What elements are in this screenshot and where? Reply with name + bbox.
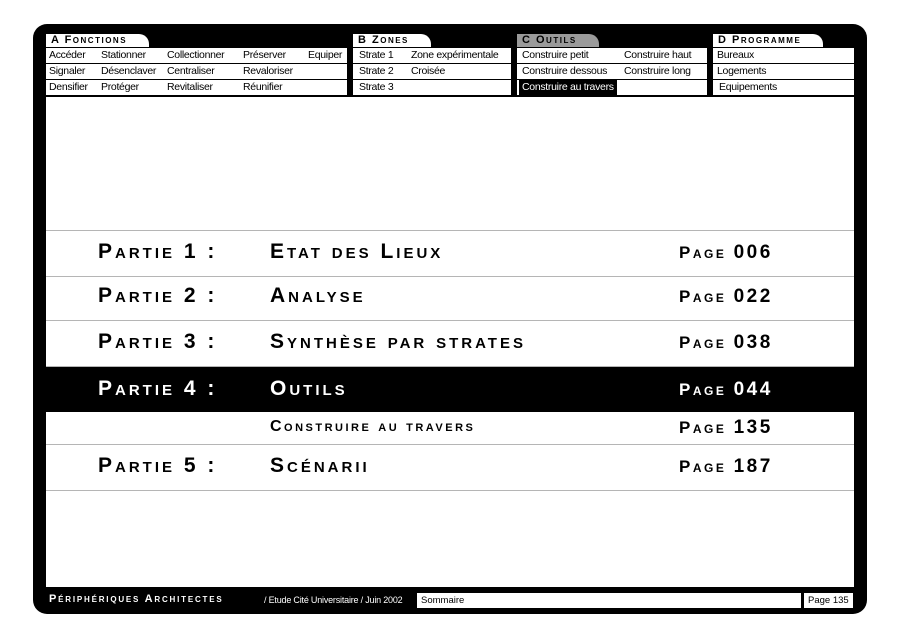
- toc-page-word: Page: [679, 287, 727, 306]
- programme-tab[interactable]: D Programme: [713, 34, 823, 47]
- fonction-acceder[interactable]: Accéder: [49, 49, 86, 61]
- toc-page-word: Page: [679, 457, 727, 476]
- outil-construire-long[interactable]: Construire long: [624, 65, 691, 77]
- toc-entry-partie-2[interactable]: [46, 276, 854, 321]
- toc-entry-label: Partie 1 :: [98, 240, 218, 263]
- toc-entry-label: Partie 3 :: [98, 330, 218, 353]
- toc-page-number: 038: [733, 332, 773, 353]
- toc-page-word: Page: [679, 243, 727, 262]
- outils-panel: [517, 30, 707, 95]
- fonction-signaler[interactable]: Signaler: [49, 65, 86, 77]
- programme-panel: [713, 30, 854, 95]
- programme-equipements[interactable]: Equipements: [719, 81, 777, 93]
- fonction-desenclaver[interactable]: Désenclaver: [101, 65, 157, 77]
- study-info: / Etude Cité Universitaire / Juin 2002: [264, 595, 403, 605]
- programme-bureaux[interactable]: Bureaux: [717, 49, 755, 61]
- fonction-revaloriser[interactable]: Revaloriser: [243, 65, 293, 77]
- toc-page-number: 135: [733, 417, 773, 438]
- toc-entry-title: Synthèse par strates: [270, 330, 526, 353]
- toc-entry-label: Partie 4 :: [98, 377, 218, 400]
- zone-experimentale[interactable]: Zone expérimentale: [411, 49, 499, 61]
- zone-croisee[interactable]: Croisée: [411, 65, 446, 77]
- outil-construire-haut[interactable]: Construire haut: [624, 49, 692, 61]
- programme-logements[interactable]: Logements: [717, 65, 767, 77]
- outil-construire-petit[interactable]: Construire petit: [522, 49, 589, 61]
- toc-page-number: 022: [733, 286, 773, 307]
- toc-page-word: Page: [679, 418, 727, 437]
- toc-entry-label: Partie 5 :: [98, 454, 218, 477]
- toc-entry-partie-5[interactable]: [46, 445, 854, 491]
- fonction-preserver[interactable]: Préserver: [243, 49, 286, 61]
- page-number-field: Page 135: [804, 593, 853, 608]
- toc-entry-title: Scénarii: [270, 454, 370, 477]
- toc-entry-construire-au-travers[interactable]: [46, 412, 854, 445]
- toc-entry-title: Analyse: [270, 284, 366, 307]
- toc-entry-partie-4[interactable]: [46, 367, 854, 412]
- toc-page-number: 044: [733, 379, 773, 400]
- toc-page-word: Page: [679, 380, 727, 399]
- toc-entry-title: Outils: [270, 377, 348, 400]
- fonction-densifier[interactable]: Densifier: [49, 81, 88, 93]
- zones-panel: [353, 30, 511, 95]
- brand-name: Périphériques Architectes: [49, 593, 224, 605]
- toc-entry-partie-3[interactable]: [46, 321, 854, 367]
- fonction-reunifier[interactable]: Réunifier: [243, 81, 283, 93]
- zone-strate-3[interactable]: Strate 3: [359, 81, 394, 93]
- zone-strate-2[interactable]: Strate 2: [359, 65, 394, 77]
- toc-entry-title: Etat des Lieux: [270, 240, 444, 263]
- section-field: Sommaire: [417, 593, 801, 608]
- toc-page-word: Page: [679, 333, 727, 352]
- table-of-contents: [46, 97, 854, 587]
- fonction-stationner[interactable]: Stationner: [101, 49, 146, 61]
- fonction-collectionner[interactable]: Collectionner: [167, 49, 225, 61]
- toc-page-number: 187: [733, 456, 773, 477]
- fonctions-panel: [46, 30, 347, 95]
- zones-tab[interactable]: B Zones: [353, 34, 431, 47]
- fonction-centraliser[interactable]: Centraliser: [167, 65, 215, 77]
- toc-page-number: 006: [733, 242, 773, 263]
- toc-entry-title: Construire au travers: [270, 418, 476, 435]
- zone-strate-1[interactable]: Strate 1: [359, 49, 394, 61]
- fonction-equiper[interactable]: Equiper: [308, 49, 343, 61]
- fonctions-tab[interactable]: A Fonctions: [46, 34, 149, 47]
- outils-tab[interactable]: C Outils: [517, 34, 599, 47]
- toc-entry-label: Partie 2 :: [98, 284, 218, 307]
- footer: [33, 592, 867, 610]
- fonction-proteger[interactable]: Protéger: [101, 81, 139, 93]
- fonction-revitaliser[interactable]: Revitaliser: [167, 81, 213, 93]
- outil-construire-au-travers[interactable]: Construire au travers: [519, 80, 617, 95]
- toc-entry-partie-1[interactable]: [46, 230, 854, 277]
- page-frame: [33, 24, 867, 614]
- outil-construire-dessous[interactable]: Construire dessous: [522, 65, 608, 77]
